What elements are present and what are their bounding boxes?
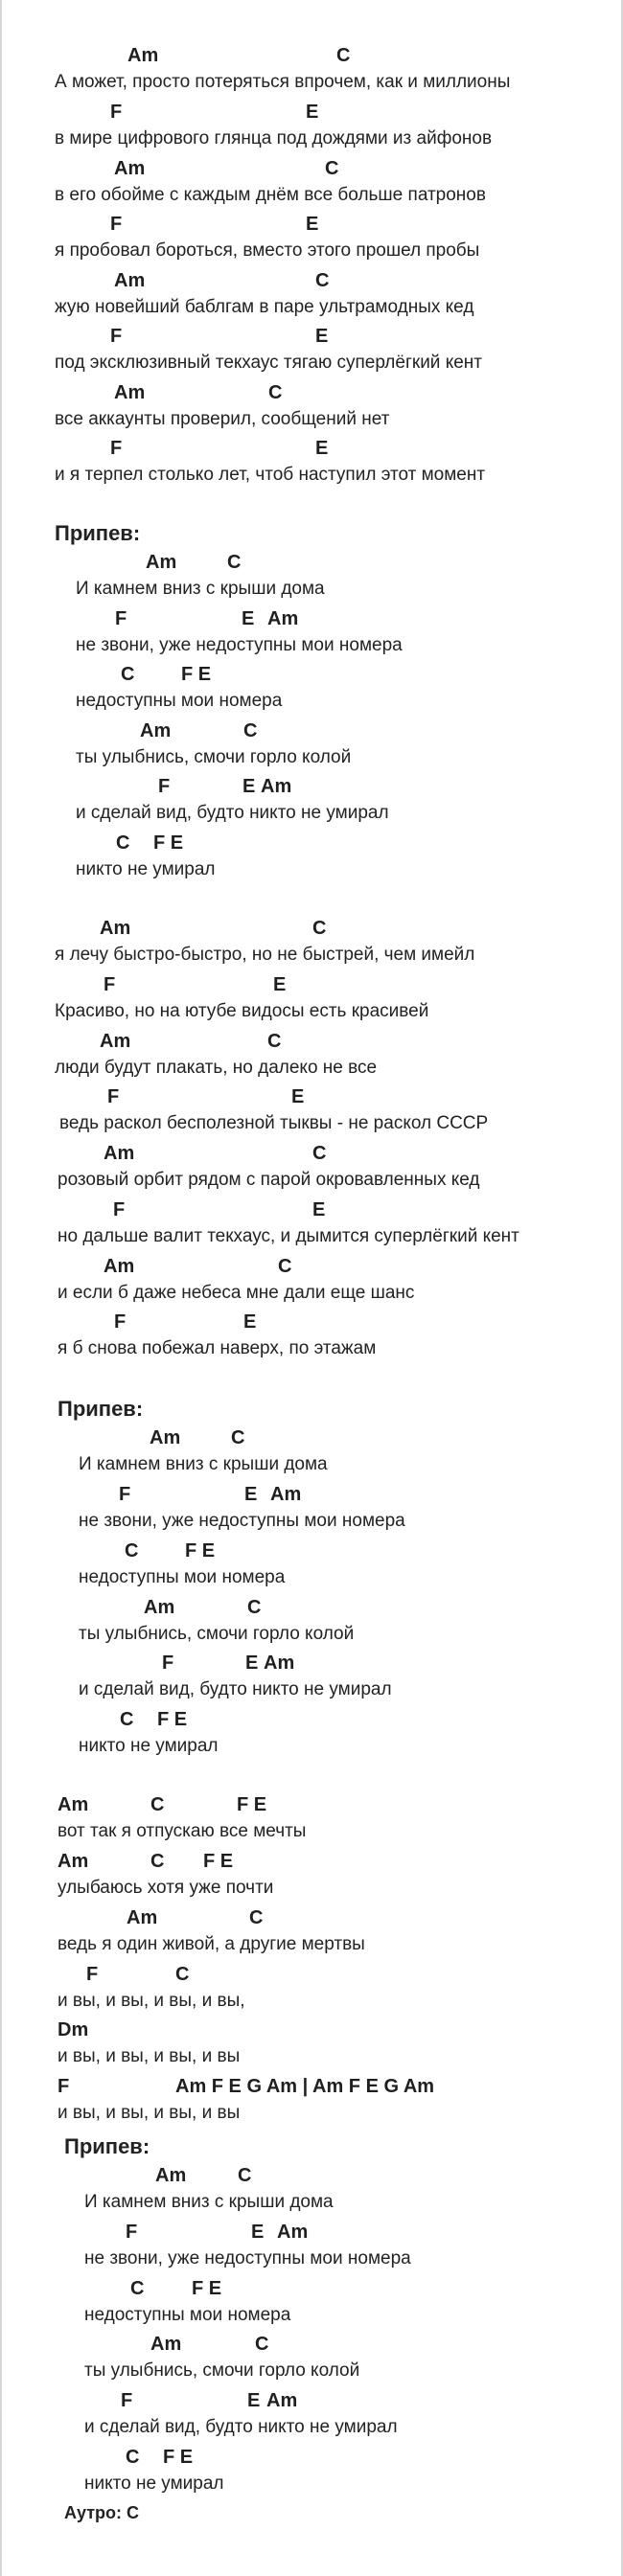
chord: E — [247, 2390, 261, 2411]
lyric-line: ведь раскол бесполезной тыквы - не раскол СССР — [59, 1113, 489, 1133]
lyric-line: недоступны мои номера — [76, 691, 283, 711]
chord: C — [175, 1964, 190, 1985]
lyric-line: и вы, и вы, и вы, и вы — [58, 2103, 241, 2123]
chord: F E — [181, 664, 212, 685]
chord: C — [238, 2165, 252, 2186]
chord: Am — [114, 270, 146, 291]
chord: E — [273, 974, 287, 995]
chord: Am — [114, 158, 146, 179]
chord: F — [158, 776, 171, 797]
chord: F — [110, 214, 123, 235]
chord: F — [107, 1086, 120, 1107]
chord: F E — [157, 1709, 188, 1730]
lyric-line: никто не умирал — [84, 2473, 224, 2494]
lyric-line: все аккаунты проверил, сообщений нет — [55, 409, 390, 429]
lyric-line: и сделай вид, будто никто не умирал — [76, 803, 389, 823]
chord: E — [242, 776, 256, 797]
chord: Am F E G Am | Am F E G Am — [175, 2076, 435, 2097]
chord: C — [243, 720, 258, 741]
chord: Am — [150, 2334, 182, 2355]
lyric-line: ты улыбнись, смочи горло колой — [76, 747, 352, 767]
lyric-line: улыбаюсь хотя уже почти — [58, 1878, 274, 1898]
chord: C — [312, 918, 327, 939]
chord: E — [244, 1484, 258, 1505]
chord: F — [121, 2390, 133, 2411]
chord: F E — [153, 832, 184, 854]
chord: F — [162, 1653, 174, 1674]
lyric-line: под эксклюзивный текхаус тягаю суперлёгкий кент — [55, 353, 482, 373]
chord: F — [86, 1964, 99, 1985]
chord: Am — [270, 1484, 302, 1505]
chord: F E — [203, 1851, 234, 1872]
chord: C — [325, 158, 339, 179]
lyric-line: не звони, уже недоступны мои номера — [84, 2248, 411, 2268]
chord: Am — [144, 1597, 175, 1618]
lyric-line: жую новейший баблгам в паре ультрамодных кед — [55, 297, 474, 317]
lyric-line: И камнем вниз с крыши дома — [84, 2192, 334, 2212]
chord: F — [104, 974, 116, 995]
chord: E — [315, 438, 329, 459]
chord: C — [315, 270, 330, 291]
chord: E — [306, 102, 319, 123]
chord: F — [114, 1311, 127, 1333]
chord: Am — [127, 45, 159, 66]
chorus-heading: Припев: — [58, 1397, 144, 1421]
lyric-line: ведь я один живой, а другие мертвы — [58, 1934, 365, 1954]
chord: Am — [266, 2390, 298, 2411]
chord: F — [113, 1199, 126, 1220]
lyric-line: ты улыбнись, смочи горло колой — [84, 2360, 360, 2381]
lyric-line: никто не умирал — [76, 859, 216, 879]
chord: F — [110, 438, 123, 459]
chord: Am — [264, 1653, 295, 1674]
chord: E — [243, 1311, 257, 1333]
chord: C — [255, 2334, 269, 2355]
chord: F E — [192, 2278, 222, 2299]
chord: C — [121, 664, 135, 685]
chord: Am — [267, 608, 299, 629]
chord: F E — [163, 2447, 194, 2468]
chord: C — [231, 1427, 245, 1448]
lyric-line: И камнем вниз с крыши дома — [79, 1454, 328, 1474]
chord: F E — [185, 1540, 216, 1562]
chord: F — [110, 102, 123, 123]
chord: C — [278, 1256, 292, 1277]
chord: Am — [155, 2165, 187, 2186]
chord: Am — [114, 382, 146, 403]
chord: C — [150, 1851, 165, 1872]
lyric-line: и вы, и вы, и вы, и вы — [58, 2046, 241, 2066]
chord: Am — [100, 1031, 131, 1052]
chord: Am — [146, 552, 177, 573]
chord: F — [115, 608, 127, 629]
lyric-line: люди будут плакать, но далеко не все — [55, 1058, 378, 1078]
lyric-line: И камнем вниз с крыши дома — [76, 579, 325, 599]
chord: C — [267, 1031, 282, 1052]
chord: C — [126, 2447, 140, 2468]
chord: Am — [104, 1256, 135, 1277]
chorus-heading: Припев: — [55, 521, 141, 545]
chord: E — [315, 326, 329, 347]
chord: Am — [58, 1794, 89, 1815]
chord: E — [245, 1653, 259, 1674]
chord: C — [247, 1597, 262, 1618]
chord: F — [119, 1484, 131, 1505]
chord: C — [336, 45, 351, 66]
lyric-line: и вы, и вы, и вы, и вы, — [58, 1991, 245, 2011]
chord: F — [110, 326, 123, 347]
chord: C — [120, 1709, 134, 1730]
lyric-line: и сделай вид, будто никто не умирал — [79, 1679, 392, 1699]
chorus-heading: Припев: — [64, 2134, 150, 2158]
chord: E — [242, 608, 255, 629]
lyric-line: и я терпел столько лет, чтоб наступил этот момент — [55, 465, 486, 485]
chord: E — [251, 2222, 265, 2243]
lyric-line: в мире цифрового глянца под дождями из айфонов — [55, 128, 493, 148]
lyric-line: недоступны мои номера — [79, 1567, 286, 1587]
chord: C — [150, 1794, 165, 1815]
lyric-line: но дальше валит текхаус, и дымится суперлёгкий кент — [58, 1226, 519, 1246]
chord: C — [227, 552, 242, 573]
lyric-line: не звони, уже недоступны мои номера — [79, 1511, 405, 1531]
chord: C — [116, 832, 130, 854]
chord: Am — [261, 776, 292, 797]
chord: Am — [58, 1851, 89, 1872]
lyric-line: вот так я отпускаю все мечты — [58, 1821, 307, 1841]
chord: C — [249, 1907, 264, 1928]
chord: C — [130, 2278, 145, 2299]
lyric-line: я пробовал бороться, вместо этого прошел пробы — [55, 240, 480, 261]
chord: Am — [100, 918, 131, 939]
chord: C — [268, 382, 283, 403]
lyric-line: я лечу быстро-быстро, но не быстрей, чем имейл — [55, 945, 475, 965]
chord: F — [58, 2076, 70, 2097]
lyric-line: в его обойме с каждым днём все больше патронов — [55, 185, 486, 205]
lyric-line: ты улыбнись, смочи горло колой — [79, 1624, 355, 1644]
chord: E — [306, 214, 319, 235]
lyric-line: недоступны мои номера — [84, 2305, 291, 2325]
lyric-line: и если б даже небеса мне дали еще шанс — [58, 1283, 415, 1303]
chord: E — [312, 1199, 326, 1220]
chord: Dm — [58, 2019, 89, 2040]
chord: Am — [127, 1907, 158, 1928]
chord: Am — [277, 2222, 309, 2243]
chord: F — [126, 2222, 138, 2243]
chord: Am — [150, 1427, 181, 1448]
lyric-line: А может, просто потеряться впрочем, как и миллионы — [55, 72, 511, 92]
chord: F E — [237, 1794, 267, 1815]
chord: C — [125, 1540, 139, 1562]
lyric-line: розовый орбит рядом с парой окровавленных кед — [58, 1170, 480, 1190]
lyric-line: Красиво, но на ютубе видосы есть красивей — [55, 1001, 429, 1021]
chord: E — [291, 1086, 305, 1107]
chord: Am — [104, 1143, 135, 1164]
lyric-line: не звони, уже недоступны мои номера — [76, 635, 403, 655]
outro-label: Аутро: С — [64, 2503, 140, 2522]
lyric-line: и сделай вид, будто никто не умирал — [84, 2417, 398, 2437]
lyric-line: никто не умирал — [79, 1736, 219, 1756]
chord: C — [312, 1143, 327, 1164]
chord: Am — [140, 720, 172, 741]
lyric-line: я б снова побежал наверх, по этажам — [58, 1338, 377, 1358]
